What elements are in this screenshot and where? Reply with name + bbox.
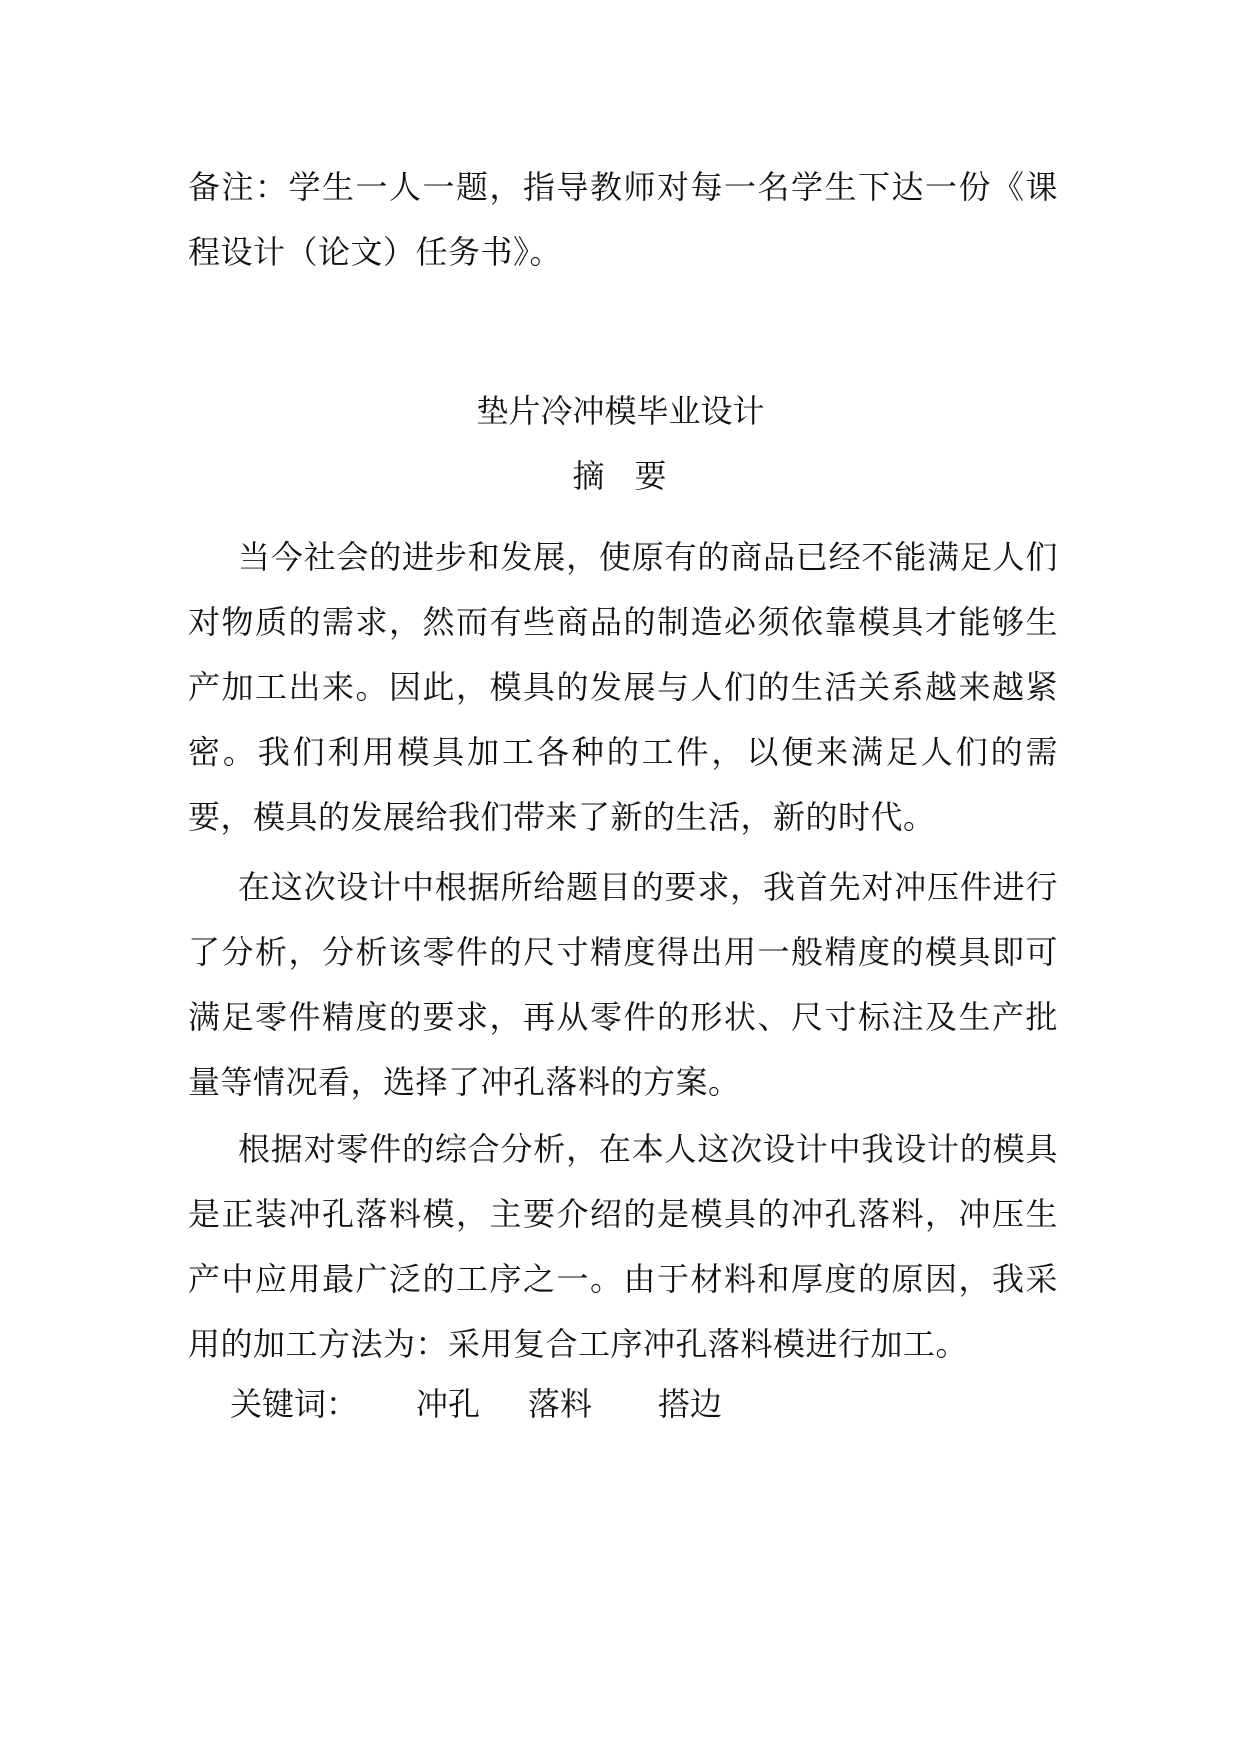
abstract-paragraph-3: 根据对零件的综合分析，在本人这次设计中我设计的模具是正装冲孔落料模，主要介绍的是模具的冲孔落料，冲压生产中应用最广泛的工序之一。由于材料和厚度的原因，我采用的加工方法为：采用复合工序冲孔落料模进行加工。 (188, 1130, 1058, 1363)
keyword-item: 落料 (528, 1385, 593, 1423)
abstract-paragraph-1: 当今社会的进步和发展，使原有的商品已经不能满足人们对物质的需求，然而有些商品的制造必须依靠模具才能够生产加工出来。因此，模具的发展与人们的生活关系越来越紧密。我们利用模具加工各种的工件，以便来满足人们的需要，模具的发展给我们带来了新的生活，新的时代。 (188, 538, 1058, 836)
keywords-label: 关键词： (230, 1385, 359, 1423)
keywords-line (230, 1378, 722, 1430)
remark-note: 备注：学生一人一题，指导教师对每一名学生下达一份《课程设计（论文）任务书》。 (188, 168, 1058, 271)
keyword-item: 冲孔 (416, 1385, 481, 1423)
abstract-heading-char-1: 摘 (572, 457, 607, 495)
abstract-heading (0, 450, 1241, 502)
keyword-item: 搭边 (658, 1385, 723, 1423)
document-title: 垫片冷冲模毕业设计 (476, 392, 765, 430)
abstract-paragraph-2: 在这次设计中根据所给题目的要求，我首先对冲压件进行了分析，分析该零件的尺寸精度得出用一般精度的模具即可满足零件精度的要求，再从零件的形状、尺寸标注及生产批量等情况看，选择了冲孔落料的方案。 (188, 868, 1058, 1101)
abstract-heading-char-2: 要 (634, 457, 669, 495)
